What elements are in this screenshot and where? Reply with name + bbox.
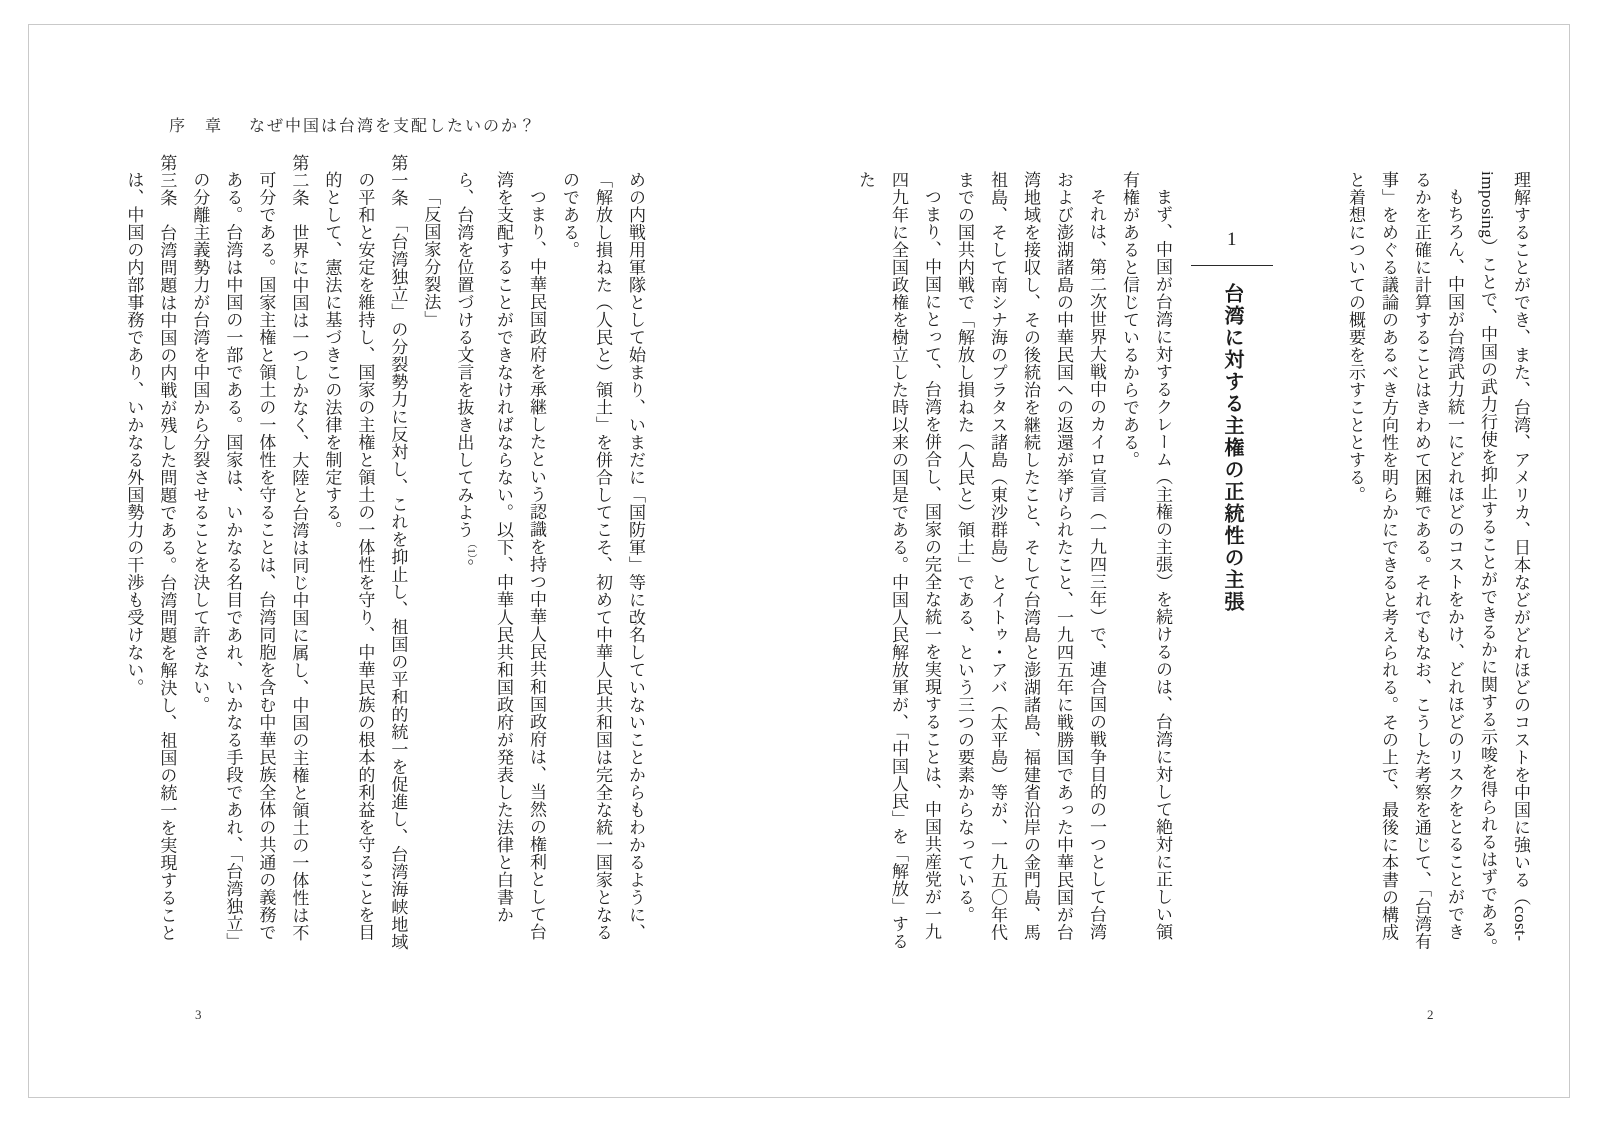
law-title: 「反国家分裂法」 [421, 188, 441, 328]
book-spread [28, 24, 1570, 1098]
paragraph-continuation: めの内戦用軍隊として始まり、いまだに「国防軍」等に改名していないことからもわかるように、「解放し損ねた（人民と）領土」を併合してこそ、初めて中華人民共和国は完全な統一国家となるのである。 [560, 171, 645, 941]
running-head-chapter-label: 序 章 [169, 118, 224, 135]
right-page-text-block [849, 171, 1537, 957]
paragraph-cost-imposing: 理解することができ、また、台湾、アメリカ、日本などがどれほどのコストを中国に強いる（cost-imposing）ことで、中国の武力行使を抑止することができるかに関する示唆を得られるはずである。 [1478, 171, 1530, 956]
running-head-chapter-title: なぜ中国は台湾を支配したいのか？ [249, 118, 538, 135]
section-title: 台湾に対する主権の正統性の主張 [1221, 283, 1243, 613]
law-article-2: 第二条 世界に中国は一つしかなく、大陸と台湾は同じ中国に属し、中国の主権と領土の一体性は不可分である。国家主権と領土の一体性を守ることは、台湾同胞を含む中華民族全体の共通の義務である。台湾は中国の一部である。国家は、いかなる名目であれ、いかなる手段であれ、「台湾独立」の分離主義勢力が台湾を中国から分裂させることを決して許さない。 [190, 154, 309, 950]
section-heading-rule [1191, 265, 1273, 266]
paragraph-tsumari-left [447, 171, 553, 957]
paragraph-tsumari-left-period: 。 [454, 558, 474, 576]
footnote-marker: （1） [465, 538, 476, 559]
paragraph-mazu: まず、中国が台湾に対するクレーム（主権の主張）を続けるのは、台湾に対して絶対に正しい領有権があると信じているからである。 [1120, 171, 1172, 941]
paragraph-sorewa: それは、第二次世界大戦中のカイロ宣言（一九四三年）で、連合国の戦争目的の一つとして台湾および澎湖諸島の中華民国への返還が挙げられたこと、一九四五年に戦勝国であった中華民国が台湾地域を接収し、その後統治を継続したこと、そして台湾島と澎湖諸島、福建省沿岸の金門島、馬祖島、そして南シナ海のプラタス諸島（東沙群島）とイトゥ・アバ（太平島）等が、一九五〇年代までの国共内戦で「解放し損ねた（人民と）領土」である、という三つの要素からなっている。 [955, 171, 1106, 941]
paragraph-mochiron: もちろん、中国が台湾武力統一にどれほどのコストをかけ、どれほどのリスクをとることができるかを正確に計算することはきわめて困難である。それでもなお、こうした考察を通じて、「台湾有事」をめぐる議論のあるべき方向性を明らかにできると考えられる。その上で、最後に本書の構成と着想についての概要を示すこととする。 [1346, 171, 1464, 950]
page-number-right: 2 [1427, 1007, 1434, 1022]
law-article-3: 第三条 台湾問題は中国の内戦が残した問題である。台湾問題を解決し、祖国の統一を実現することは、中国の内部事務であり、いかなる外国勢力の干渉も受けない。 [124, 154, 177, 942]
page-number-left: 3 [195, 1007, 202, 1022]
section-heading [1191, 171, 1273, 957]
law-article-1: 第一条 「台湾独立」の分裂勢力に反対し、これを抑止し、祖国の平和的統一を促進し、台湾海峡地域の平和と安定を維持し、国家の主権と領土の一体性を守り、中華民族の根本的利益を守ることを目的として、憲法に基づきこの法律を制定する。 [322, 154, 408, 951]
paragraph-tsumari-right: つまり、中国にとって、台湾を併合し、国家の完全な統一を実現することは、中国共産党が一九四九年に全国政権を樹立した時以来の国是である。中国人民解放軍が、「中国人民」を「解放」するた [856, 171, 941, 950]
running-head [169, 113, 537, 136]
section-number: 1 [1227, 229, 1237, 250]
left-page-text-block [117, 154, 652, 957]
paragraph-tsumari-left-text: つまり、中華民国政府を承継したという認識を持つ中華人民共和国政府は、当然の権利として台湾を支配することができなければならない。以下、中華人民共和国政府が発表した法律と白書から、台湾を位置づける文言を抜き出してみよう [454, 171, 546, 941]
